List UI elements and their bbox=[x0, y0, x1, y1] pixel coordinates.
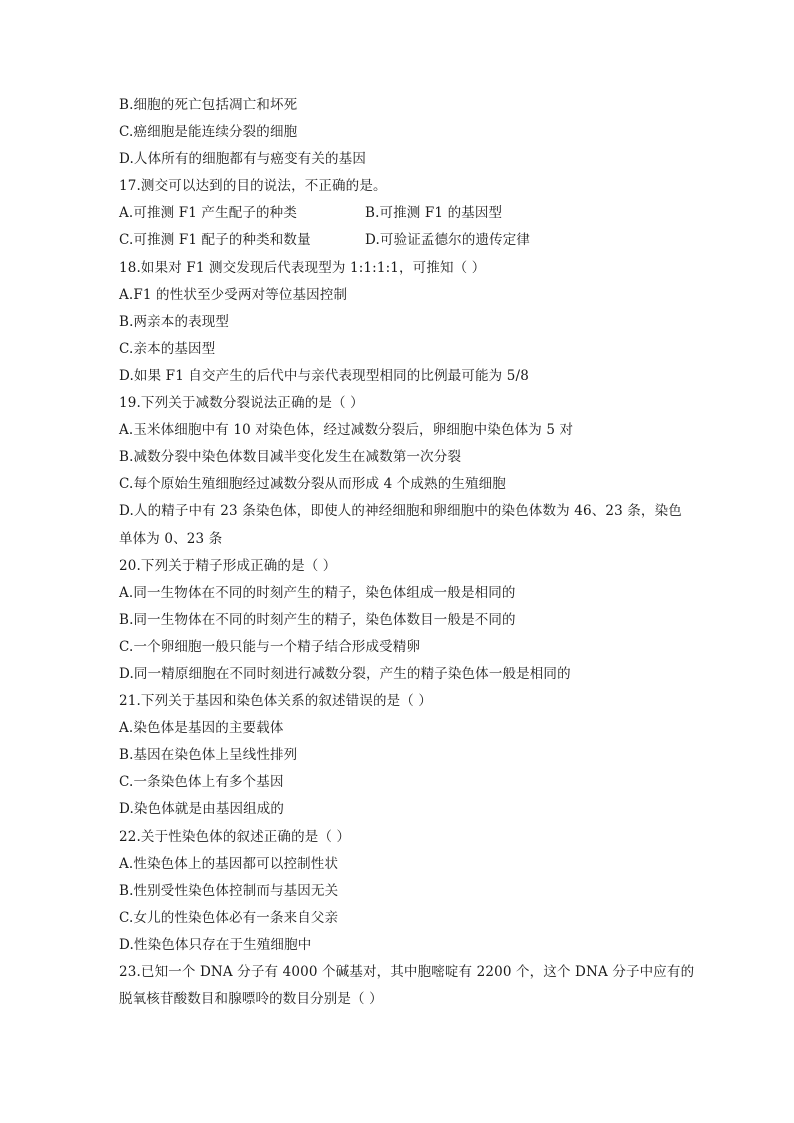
q23-stem-line-2: 脱氧核苷酸数目和腺嘌呤的数目分别是（ ） bbox=[119, 991, 383, 1008]
q17-stem: 17.测交可以达到的目的说法，不正确的是。 bbox=[119, 178, 387, 195]
q20-option-c: C.一个卵细胞一般只能与一个精子结合形成受精卵 bbox=[119, 638, 421, 655]
q21-option-b: B.基因在染色体上呈线性排列 bbox=[119, 747, 298, 764]
q17-option-c: C.可推测 F1 配子的种类和数量 bbox=[119, 232, 311, 249]
q22-stem: 22.关于性染色体的叙述正确的是（ ） bbox=[119, 828, 351, 845]
q16-option-c: C.癌细胞是能连续分裂的细胞 bbox=[119, 124, 298, 141]
q19-option-b: B.减数分裂中染色体数目减半变化发生在减数第一次分裂 bbox=[119, 449, 462, 466]
question-list bbox=[119, 92, 695, 1013]
q22-option-c: C.女儿的性染色体必有一条来自父亲 bbox=[119, 909, 339, 926]
q20-stem: 20.下列关于精子形成正确的是（ ） bbox=[119, 557, 337, 574]
q17-option-a: A.可推测 F1 产生配子的种类 bbox=[119, 205, 297, 222]
q22-option-a: A.性染色体上的基因都可以控制性状 bbox=[119, 855, 339, 872]
q21-option-d: D.染色体就是由基因组成的 bbox=[119, 801, 285, 818]
q19-option-d-line-2: 单体为 0、23 条 bbox=[119, 530, 223, 547]
q21-stem: 21.下列关于基因和染色体关系的叙述错误的是（ ） bbox=[119, 693, 433, 710]
q19-option-c: C.每个原始生殖细胞经过减数分裂从而形成 4 个成熟的生殖细胞 bbox=[119, 476, 506, 493]
q19-option-a: A.玉米体细胞中有 10 对染色体，经过减数分裂后，卵细胞中染色体为 5 对 bbox=[119, 422, 574, 439]
q21-option-c: C.一条染色体上有多个基因 bbox=[119, 774, 284, 791]
q19-stem: 19.下列关于减数分裂说法正确的是（ ） bbox=[119, 395, 364, 412]
q19-option-d-line-1: D.人的精子中有 23 条染色体，即使人的神经细胞和卵细胞中的染色体数为 46、23 条，染色 bbox=[119, 503, 682, 520]
q16-option-b: B.细胞的死亡包括凋亡和坏死 bbox=[119, 97, 298, 113]
q17-option-d: D.可验证孟德尔的遗传定律 bbox=[365, 232, 531, 249]
q17-options-row-1 bbox=[119, 200, 679, 227]
q18-option-c: C.亲本的基因型 bbox=[119, 340, 216, 357]
q22-option-d: D.性染色体只存在于生殖细胞中 bbox=[119, 936, 312, 953]
q20-option-a: A.同一生物体在不同的时刻产生的精子，染色体组成一般是相同的 bbox=[119, 584, 516, 601]
q18-stem: 18.如果对 F1 测交发现后代表现型为 1:1:1:1，可推知（ ） bbox=[119, 259, 486, 276]
q20-option-b: B.同一生物体在不同的时刻产生的精子，染色体数目一般是不同的 bbox=[119, 611, 516, 628]
q20-option-d: D.同一精原细胞在不同时刻进行减数分裂，产生的精子染色体一般是相同的 bbox=[119, 665, 571, 682]
q21-option-a: A.染色体是基因的主要载体 bbox=[119, 720, 284, 737]
q18-option-b: B.两亲本的表现型 bbox=[119, 313, 230, 330]
q23-stem-line-1: 23.已知一个 DNA 分子有 4000 个碱基对，其中胞嘧啶有 2200 个，这个 DNA 分子中应有的 bbox=[119, 964, 695, 980]
q18-option-d: D.如果 F1 自交产生的后代中与亲代表现型相同的比例最可能为 5/8 bbox=[119, 367, 529, 384]
q17-option-b: B.可推测 F1 的基因型 bbox=[365, 205, 503, 222]
q18-option-a: A.F1 的性状至少受两对等位基因控制 bbox=[119, 286, 348, 303]
q17-options-row-2 bbox=[119, 227, 679, 254]
q22-option-b: B.性别受性染色体控制而与基因无关 bbox=[119, 882, 339, 899]
q16-option-d: D.人体所有的细胞都有与癌变有关的基因 bbox=[119, 151, 366, 168]
